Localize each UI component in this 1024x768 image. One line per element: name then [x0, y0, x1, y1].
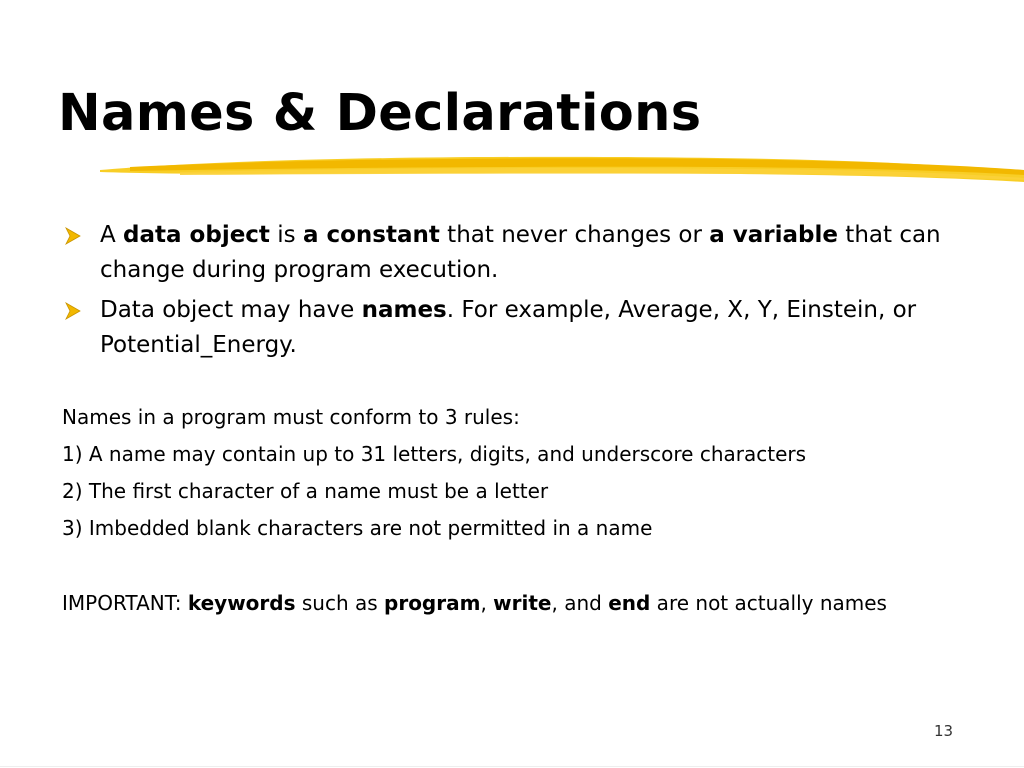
- text-run: is: [269, 222, 303, 248]
- rule-item: 2) The first character of a name must be a letter: [62, 479, 549, 503]
- text-run: that can change during program execution.: [100, 222, 941, 283]
- bold-text: write: [493, 591, 552, 615]
- bold-text: a constant: [302, 222, 440, 248]
- text-run: are not actually names: [650, 591, 887, 615]
- text-run: . For example, Average, X, Y, Einstein, or Potential_Energy.: [100, 297, 917, 358]
- text-run: , and: [551, 591, 609, 615]
- text-run: such as: [295, 591, 385, 615]
- bold-text: data object: [123, 222, 270, 248]
- bullet-text: [100, 297, 916, 358]
- text-run: Data object may have: [100, 297, 362, 323]
- title-underline-brush: [100, 148, 1024, 192]
- bullet-list: [62, 218, 982, 368]
- rules-intro: Names in a program must conform to 3 rules:: [62, 405, 520, 429]
- rule-item: 1) A name may contain up to 31 letters, digits, and underscore characters: [62, 442, 807, 466]
- important-note: [62, 588, 1000, 619]
- bullet-text: [100, 222, 941, 283]
- arrow-bullet-icon: [64, 227, 82, 245]
- text-run: IMPORTANT:: [62, 591, 188, 615]
- rule-item: 3) Imbedded blank characters are not permitted in a name: [62, 516, 653, 540]
- slide-title: Names & Declarations: [58, 84, 702, 143]
- bottom-divider: [0, 766, 1024, 767]
- bold-text: end: [608, 591, 651, 615]
- page-number: 13: [934, 722, 954, 740]
- text-run: A: [100, 222, 124, 248]
- rules-block: [62, 402, 962, 550]
- text-run: that never changes or: [439, 222, 710, 248]
- bold-text: names: [361, 297, 447, 323]
- bold-text: program: [384, 591, 481, 615]
- bullet-item: [62, 218, 982, 288]
- bold-text: a variable: [709, 222, 838, 248]
- bullet-item: [62, 293, 982, 363]
- arrow-bullet-icon: [64, 302, 82, 320]
- text-run: ,: [480, 591, 494, 615]
- bold-text: keywords: [187, 591, 296, 615]
